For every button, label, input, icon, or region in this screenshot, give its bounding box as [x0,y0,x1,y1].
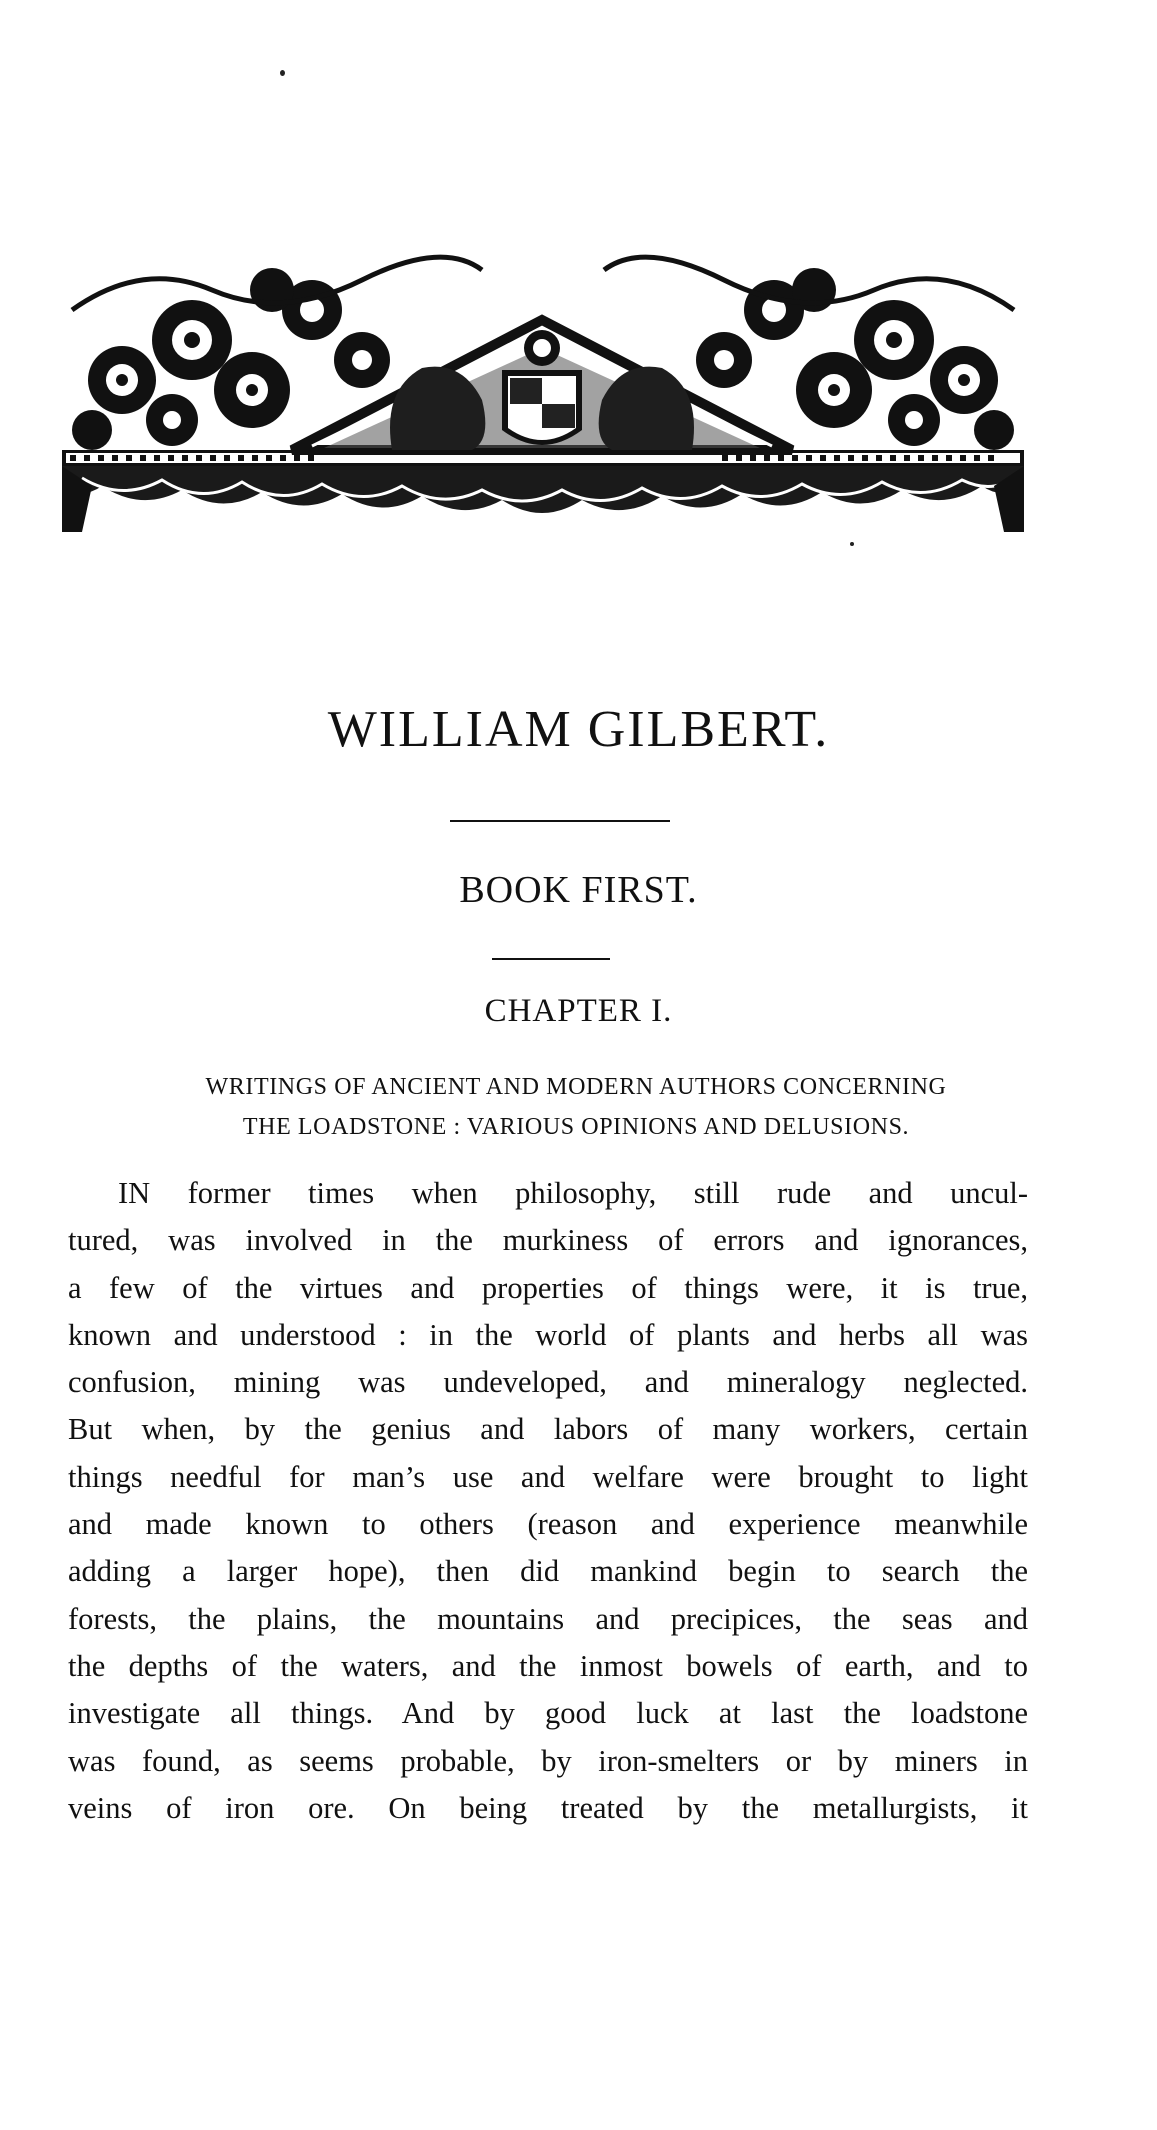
chapter-heading: CHAPTER I. [484,993,673,1029]
title-divider [450,820,670,822]
ink-speck [280,70,285,76]
body-line: IN former times when philosophy, still rude and uncul- [118,1176,1028,1210]
body-line: was found, as seems probable, by iron-smelters or by miners in [68,1743,1028,1778]
body-line: a few of the virtues and properties of things were, it is true, [68,1270,1028,1305]
body-line: But when, by the genius and labors of many workers, certain [68,1412,1028,1447]
body-line: confusion, mining was undeveloped, and mineralogy neglected. [68,1365,1028,1400]
body-line: known and understood : in the world of plants and herbs all was [68,1317,1028,1352]
chapter-subheading-line: WRITINGS OF ANCIENT AND MODERN AUTHORS CONCERNING [205,1074,947,1100]
chapter-subheading-line: THE LOADSTONE : VARIOUS OPINIONS AND DELUSIONS. [242,1114,910,1140]
book-heading: BOOK FIRST. [459,869,698,911]
page-title: WILLIAM GILBERT. [327,701,830,758]
body-line: forests, the plains, the mountains and precipices, the seas and [68,1601,1028,1636]
ink-speck [850,542,854,546]
chapter-subheading [68,1067,1084,1147]
body-line: investigate all things. And by good luck at last the loadstone [68,1696,1028,1731]
body-line: and made known to others (reason and experience meanwhile [68,1507,1028,1542]
body-line: tured, was involved in the murkiness of errors and ignorances, [68,1223,1028,1258]
body-line: things needful for man’s use and welfare were brought to light [68,1459,1028,1494]
body-paragraph [68,1170,1028,1832]
ornamental-headpiece-icon [62,250,1024,532]
body-line: the depths of the waters, and the inmost bowels of earth, and to [68,1648,1028,1683]
body-line: adding a larger hope), then did mankind begin to search the [68,1554,1028,1589]
body-line: veins of iron ore. On being treated by the metallurgists, it [68,1790,1028,1825]
book-divider [492,958,610,960]
